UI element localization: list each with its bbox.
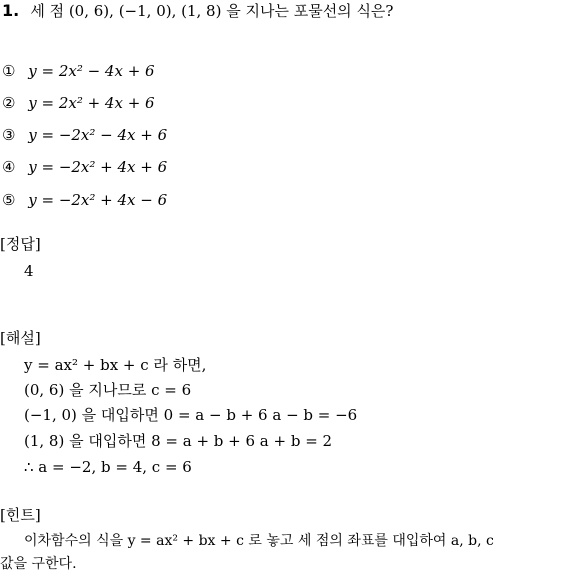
choice-4-expr: y = −2x² + 4x + 6 (28, 158, 168, 176)
hint-line-2: 값을 구한다. (0, 556, 77, 572)
choice-2[interactable] (2, 96, 155, 111)
explanation-line-5: ∴ a = −2, b = 4, c = 6 (24, 458, 192, 476)
choice-5-expr: y = −2x² + 4x − 6 (28, 191, 168, 209)
explanation-line-4: (1, 8) 을 대입하면 8 = a + b + 6 a + b = 2 (24, 432, 333, 450)
explanation-title: [해설] (0, 329, 41, 347)
explanation-line-1: y = ax² + bx + c 라 하면, (24, 356, 207, 374)
choice-4-marker: ④ (2, 158, 16, 176)
question (2, 3, 393, 19)
question-number: 1. (2, 1, 20, 20)
choice-1-marker: ① (2, 62, 16, 80)
explanation-line-3: (−1, 0) 을 대입하면 0 = a − b + 6 a − b = −6 (24, 406, 358, 424)
choice-5[interactable] (2, 193, 167, 208)
answer-title: [정답] (0, 235, 41, 253)
hint-title: [힌트] (0, 506, 41, 524)
choice-1[interactable] (2, 64, 155, 79)
question-text: 세 점 (0, 6), (−1, 0), (1, 8) 을 지나는 포물선의 식은? (30, 2, 394, 20)
choice-3[interactable] (2, 128, 167, 143)
choice-2-marker: ② (2, 94, 16, 112)
hint-line-1: 이차함수의 식을 y = ax² + bx + c 로 놓고 세 점의 좌표를 대입하여 a, b, c (24, 533, 494, 549)
choice-5-marker: ⑤ (2, 191, 16, 209)
choice-3-marker: ③ (2, 126, 16, 144)
choice-4[interactable] (2, 160, 167, 175)
choice-3-expr: y = −2x² − 4x + 6 (28, 126, 168, 144)
answer-value: 4 (24, 262, 34, 280)
choice-2-expr: y = 2x² + 4x + 6 (28, 94, 155, 112)
explanation-line-2: (0, 6) 을 지나므로 c = 6 (24, 381, 192, 399)
choice-1-expr: y = 2x² − 4x + 6 (28, 62, 155, 80)
